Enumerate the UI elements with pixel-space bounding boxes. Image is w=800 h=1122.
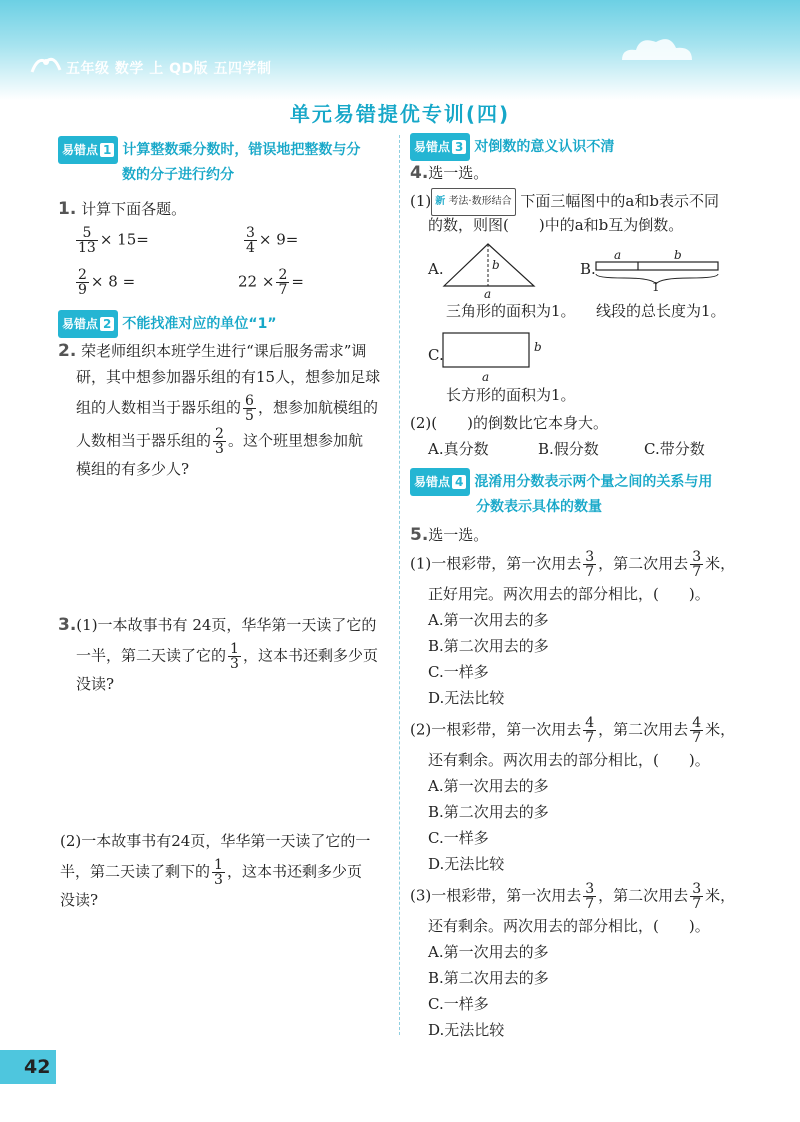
segment-b-label: b [674, 248, 682, 262]
segment-a-label: a [614, 248, 622, 262]
option-d: D.无法比较 [428, 855, 505, 873]
option-a: A.第一次用去的多 [428, 777, 549, 795]
question-5-part-3: (3)一根彩带，第一次用去 $\frac{3}{7}$ ，第二次用去 $\frac{3}{7}$ 米， 还有剩余。两次用去的部分相比，( )。 A.第一次用去的多 B.第二次用去的多 C.一样多 D.无法比较 [410, 882, 796, 1043]
option-c: C.一样多 [428, 995, 489, 1013]
question-4-part-2-options: A.真分数 B.假分数 C.带分数 [428, 440, 705, 458]
question-2: 2. 荣老师组织本班学生进行“课后服务需求”调 研，其中想参加器乐组的有15人，想参加足球 组的人数相当于器乐组的 $\frac{6}{5}$ ，想参加航模组的 人数相当于器乐组的 $\frac{2}{3}$ 。这个班里想参加航 模组的有多少人? [58, 341, 381, 478]
question-3-part-1: 3.(1)一本故事书有 24页，华华第一天读了它的 一半，第二天读了它的 $\frac{1}{3}$ ，这本书还剩多少页 没读? [58, 615, 378, 693]
rectangle-figure [440, 330, 532, 370]
section-4-heading: 易错点 4 混淆用分数表示两个量之间的关系与用 [410, 468, 712, 496]
rectangle-bottom-label: a [482, 370, 490, 384]
page-title: 单元易错提优专训(四) [289, 102, 511, 126]
section-1-heading: 易错点 1 计算整数乘分数时，错误地把整数与分 [58, 136, 360, 164]
section-4-heading-cont: 分数表示具体的数量 [476, 499, 602, 515]
question-5-part-1: (1)一根彩带，第一次用去 $\frac{3}{7}$ ，第二次用去 $\frac{3}{7}$ 米， 正好用完。两次用去的部分相比，( )。 A.第一次用去的多 B.第二次用去的多 C.一样多 D.无法比较 [410, 550, 796, 711]
option-b: B.第二次用去的多 [428, 803, 549, 821]
figure-c-label: C. [428, 346, 444, 364]
question-4: 4.选一选。 [410, 163, 489, 183]
book-logo-icon [30, 52, 62, 76]
new-badge: 新 考法·数形结合 [431, 188, 515, 216]
figure-a-label: A. [428, 260, 444, 278]
figure-c-caption: 长方形的面积为1。 [446, 386, 576, 404]
calc-3: $\frac{2}{9}$ × 8 = [78, 267, 136, 298]
option-a: A.第一次用去的多 [428, 943, 549, 961]
section-2-heading: 易错点 2 不能找准对应的单位“1” [58, 310, 277, 338]
segment-total-label: 1 [652, 280, 660, 294]
triangle-base-label: a [484, 287, 492, 301]
question-4-part-1-cont: 的数，则图( )中的a和b互为倒数。 [428, 216, 684, 234]
figure-b-label: B. [580, 260, 596, 278]
rectangle-side-label: b [534, 340, 542, 354]
section-1-heading-cont: 数的分子进行约分 [122, 167, 234, 183]
option-a: A.第一次用去的多 [428, 611, 549, 629]
option-d: D.无法比较 [428, 689, 505, 707]
question-3-part-2: (2)一本故事书有24页，华华第一天读了它的一 半，第二天读了剩下的 $\frac{1}{3}$ ，这本书还剩多少页 没读? [60, 832, 371, 909]
question-5: 5.选一选。 [410, 525, 489, 545]
section-3-heading: 易错点 3 对倒数的意义认识不清 [410, 133, 614, 161]
question-1: 1. 计算下面各题。 [58, 199, 187, 219]
calc-1: $\frac{5}{13}$ × 15= [78, 225, 149, 256]
option-b: B.第二次用去的多 [428, 969, 549, 987]
option-b: B.第二次用去的多 [428, 637, 549, 655]
figure-a-caption: 三角形的面积为1。 [446, 302, 576, 320]
calc-2: $\frac{3}{4}$ × 9= [246, 225, 299, 256]
triangle-height-label: b [492, 258, 500, 272]
figure-b-caption: 线段的总长度为1。 [596, 302, 726, 320]
option-c: C.一样多 [428, 663, 489, 681]
question-4-part-2: (2)( )的倒数比它本身大。 [410, 414, 608, 432]
option-c: C.一样多 [428, 829, 489, 847]
cloud-decoration-icon [612, 30, 702, 70]
page-number: 42 [0, 1050, 56, 1084]
calc-4: 22 × $\frac{2}{7}$ = [238, 267, 304, 298]
question-5-part-2: (2)一根彩带，第一次用去 $\frac{4}{7}$ ，第二次用去 $\frac{4}{7}$ 米， 还有剩余。两次用去的部分相比，( )。 A.第一次用去的多 B.第二次用去的多 C.一样多 D.无法比较 [410, 716, 796, 877]
header-text: 五年级 数学 上 QD版 五四学制 [66, 61, 272, 77]
question-4-part-1: (1) 新 考法·数形结合 下面三幅图中的a和b表示不同 [410, 188, 719, 216]
option-d: D.无法比较 [428, 1021, 505, 1039]
